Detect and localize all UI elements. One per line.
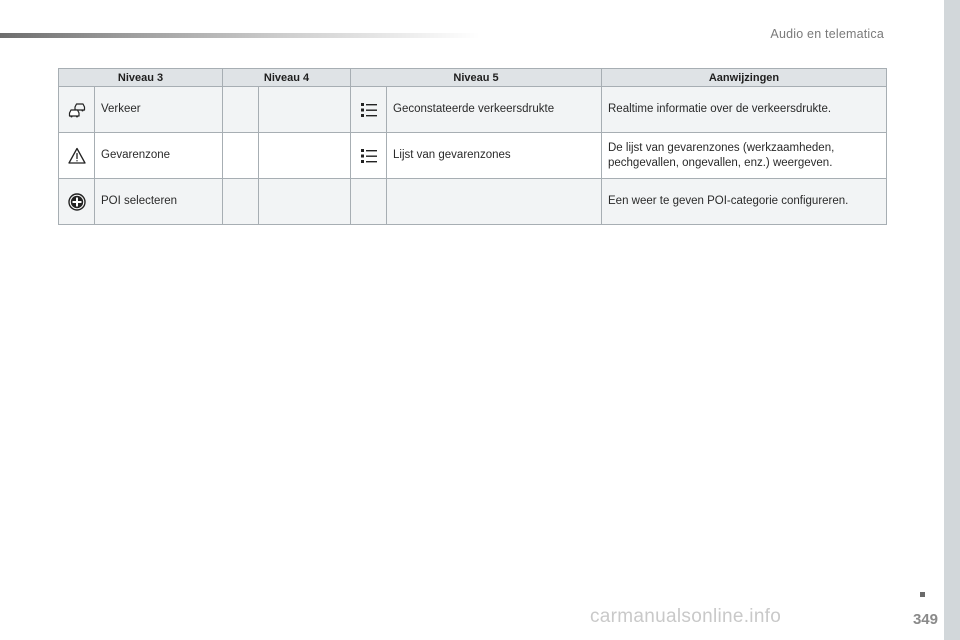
section-title: Audio en telematica <box>770 27 884 41</box>
note-cell: Realtime informatie over de verkeersdrukte. <box>602 87 887 133</box>
level3-icon-cell <box>59 87 95 133</box>
level5-icon-cell <box>351 87 387 133</box>
level5-icon-cell <box>351 179 387 225</box>
level3-label: POI selecteren <box>95 179 223 225</box>
watermark-text: carmanualsonline.info <box>590 606 782 627</box>
list-icon <box>359 146 379 166</box>
level3-label: Gevarenzone <box>95 133 223 179</box>
level4-label <box>259 179 351 225</box>
level3-label: Verkeer <box>95 87 223 133</box>
level4-icon-cell <box>223 133 259 179</box>
level4-icon-cell <box>223 179 259 225</box>
note-cell: De lijst van gevarenzones (werkzaamheden, pechgevallen, ongevallen, enz.) weergeven. <box>602 133 887 179</box>
table-row <box>59 179 887 225</box>
plus-circle-icon <box>67 192 87 212</box>
table-row <box>59 87 887 133</box>
header-gradient-bar <box>0 33 480 38</box>
level4-icon-cell <box>223 87 259 133</box>
column-header-notes: Aanwijzingen <box>602 69 887 87</box>
level5-label: Lijst van gevarenzones <box>387 133 602 179</box>
side-strip <box>944 0 960 640</box>
warning-triangle-icon <box>67 146 87 166</box>
level5-label: Geconstateerde verkeersdrukte <box>387 87 602 133</box>
table-header-row <box>59 69 887 87</box>
column-header-level4: Niveau 4 <box>223 69 351 87</box>
level4-label <box>259 133 351 179</box>
level5-icon-cell <box>351 133 387 179</box>
traffic-cars-icon <box>67 100 87 120</box>
note-cell: Een weer te geven POI-categorie configureren. <box>602 179 887 225</box>
column-header-level5: Niveau 5 <box>351 69 602 87</box>
level3-icon-cell <box>59 133 95 179</box>
column-header-level3: Niveau 3 <box>59 69 223 87</box>
table-row <box>59 133 887 179</box>
level4-label <box>259 87 351 133</box>
menu-table <box>58 68 887 225</box>
list-icon <box>359 100 379 120</box>
page-number: 349 <box>912 611 938 628</box>
level3-icon-cell <box>59 179 95 225</box>
page-marker <box>920 592 925 597</box>
level5-label <box>387 179 602 225</box>
